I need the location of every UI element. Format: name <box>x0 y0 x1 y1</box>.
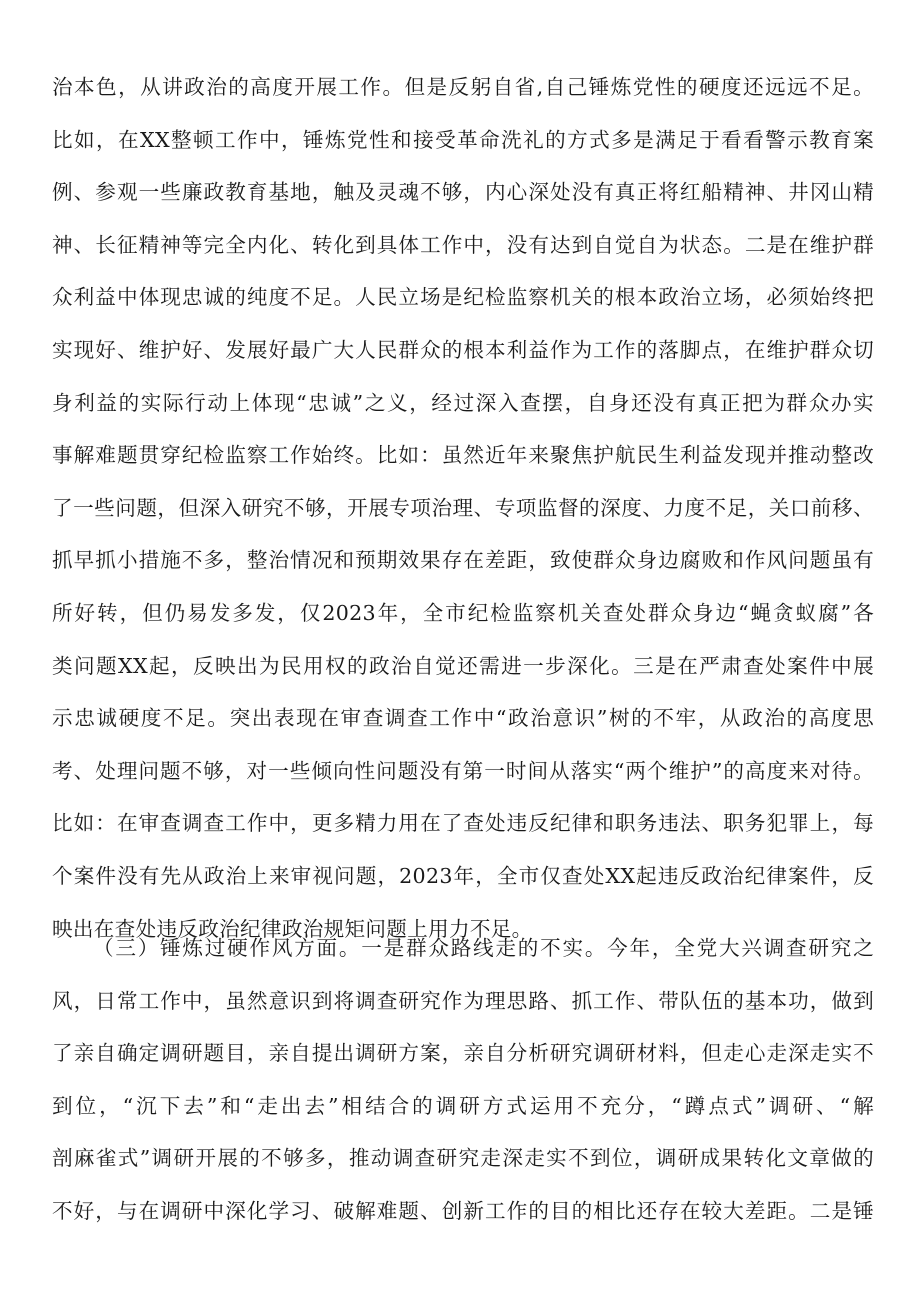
text-line: 众利益中体现忠诚的纯度不足。人民立场是纪检监察机关的根本政治立场，必须始终把 <box>52 285 874 310</box>
text-line: 剖麻雀式”调研开展的不够多，推动调查研究走深走实不到位，调研成果转化文章做的 <box>52 1146 874 1171</box>
text-line: 了亲自确定调研题目，亲自提出调研方案，亲自分析研究调研材料，但走心走深走实不 <box>52 1041 874 1066</box>
text-line: 所好转，但仍易发多发，仅2023年，全市纪检监察机关查处群众身边“蝇贪蚁腐”各 <box>52 600 874 625</box>
text-line: 示忠诚硬度不足。突出表现在审查调查工作中“政治意识”树的不牢，从政治的高度思 <box>52 706 874 731</box>
text-line: 比如：在审查调查工作中，更多精力用在了查处违反纪律和职务违法、职务犯罪上，每 <box>52 811 874 836</box>
text-line: 神、长征精神等完全内化、转化到具体工作中，没有达到自觉自为状态。二是在维护群 <box>52 232 874 257</box>
text-line: 考、处理问题不够，对一些倾向性问题没有第一时间从落实“两个维护”的高度来对待。 <box>52 758 874 783</box>
text-line: 实现好、维护好、发展好最广大人民群众的根本利益作为工作的落脚点，在维护群众切 <box>52 337 874 362</box>
text-line: 治本色，从讲政治的高度开展工作。但是反躬自省,自己锤炼党性的硬度还远远不足。 <box>52 75 874 99</box>
text-line: 个案件没有先从政治上来审视问题，2023年，全市仅查处XX起违反政治纪律案件，反 <box>52 863 874 888</box>
text-line: 不好，与在调研中深化学习、破解难题、创新工作的目的相比还存在较大差距。二是锤 <box>52 1198 874 1223</box>
text-line: 到位，“沉下去”和“走出去”相结合的调研方式运用不充分，“蹲点式”调研、“解 <box>52 1093 874 1118</box>
text-line: 抓早抓小措施不多，整治情况和预期效果存在差距，致使群众身边腐败和作风问题虽有 <box>52 548 874 573</box>
text-line: 身利益的实际行动上体现“忠诚”之义，经过深入查摆，自身还没有真正把为群众办实 <box>52 390 874 415</box>
text-line: 比如，在XX整顿工作中，锤炼党性和接受革命洗礼的方式多是满足于看看警示教育案 <box>52 127 874 152</box>
text-line: 事解难题贯穿纪检监察工作始终。比如：虽然近年来聚焦护航民生利益发现并推动整改 <box>52 443 874 468</box>
text-line: 了一些问题，但深入研究不够，开展专项治理、专项监督的深度、力度不足，关口前移、 <box>52 495 874 520</box>
text-line: 风，日常工作中，虽然意识到将调查研究作为理思路、抓工作、带队伍的基本功，做到 <box>52 988 874 1013</box>
text-line: （三）锤炼过硬作风方面。一是群众路线走的不实。今年，全党大兴调查研究之 <box>93 936 874 960</box>
text-line: 映出在查处违反政治纪律政治规矩问题上用力不足。 <box>52 916 533 941</box>
paragraph-loyalty <box>52 61 874 955</box>
text-line: 类问题XX起，反映出为民用权的政治自觉还需进一步深化。三是在严肃查处案件中展 <box>52 653 874 678</box>
paragraph-work-style <box>52 922 874 1238</box>
text-line: 例、参观一些廉政教育基地，触及灵魂不够，内心深处没有真正将红船精神、井冈山精 <box>52 180 874 205</box>
